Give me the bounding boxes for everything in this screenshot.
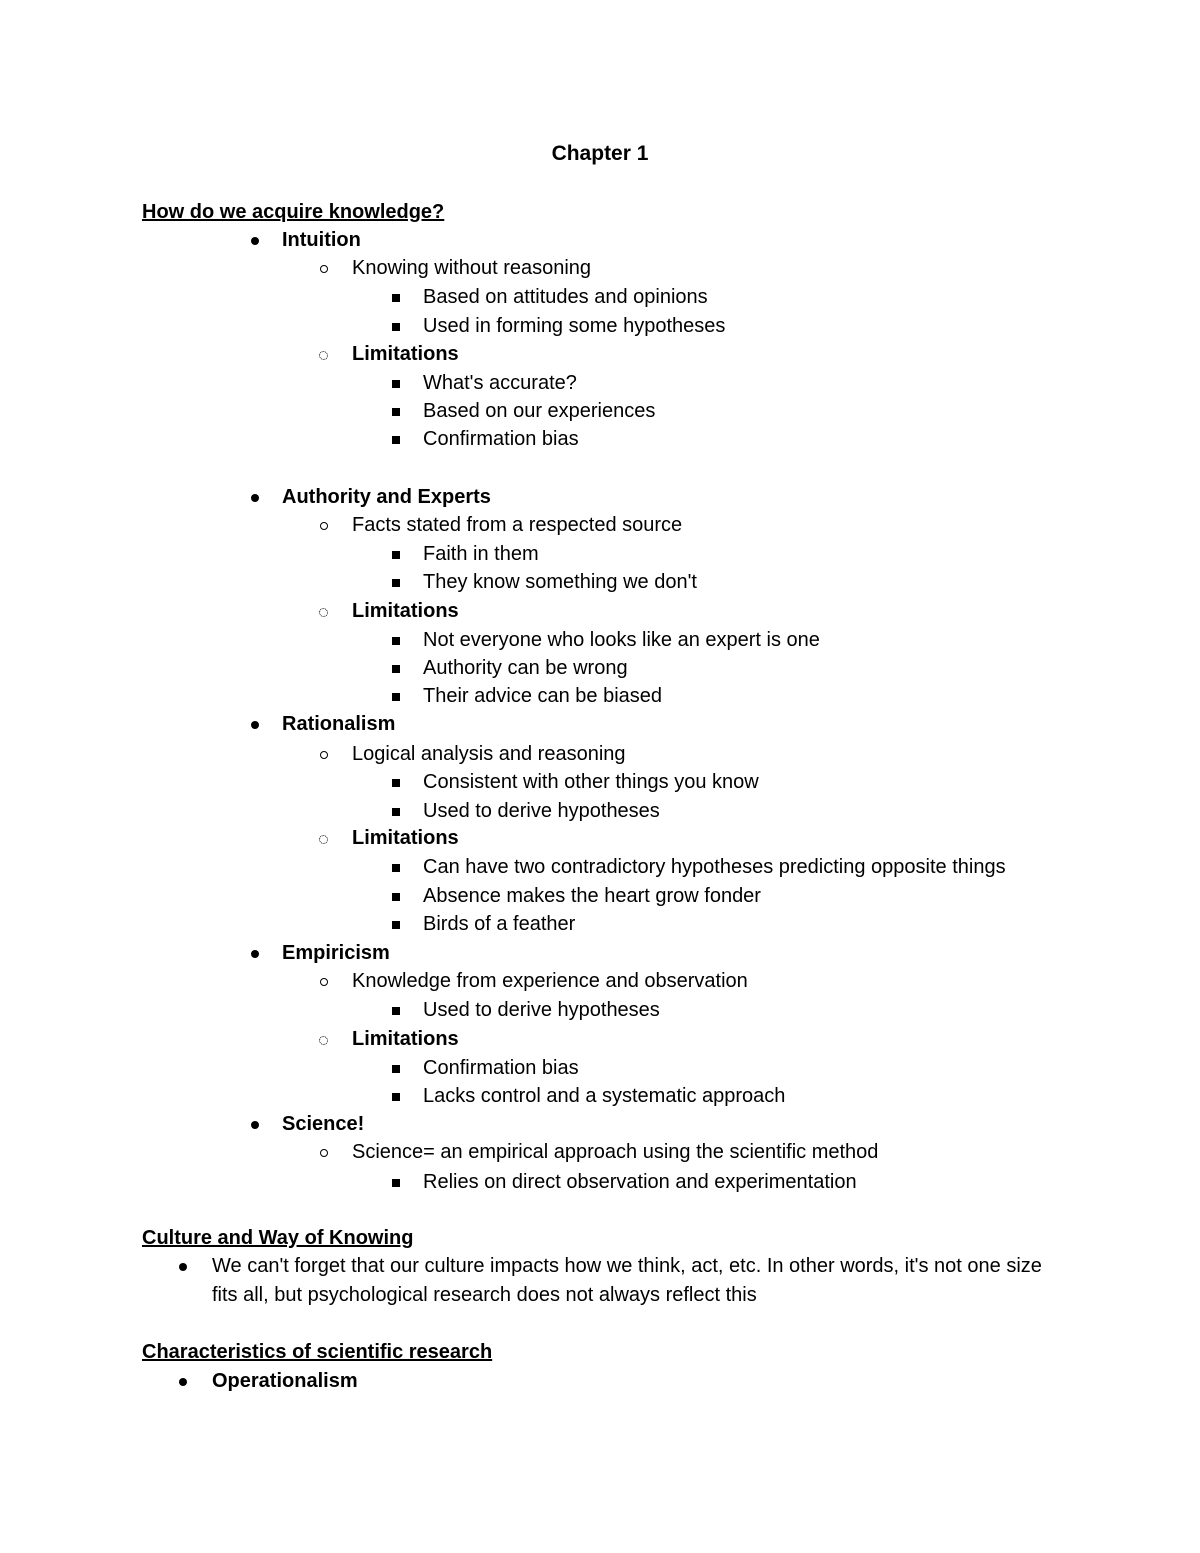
list-item: Used to derive hypotheses [423,999,660,1021]
circle-bullet-icon [320,1149,328,1157]
list-item-science: Science! [282,1113,365,1135]
page-title: Chapter 1 [551,142,649,165]
list-item-culture-text: We can't forget that our culture impacts how we think, act, etc. In other words, it's not one size fits all, but psychological research does not always reflect this [212,1255,1042,1306]
list-item-limitations: Limitations [352,1028,459,1050]
list-item: Faith in them [423,543,539,565]
square-bullet-icon [392,436,400,444]
square-bullet-icon [392,893,400,901]
square-bullet-icon [392,779,400,787]
list-item-operationalism: Operationalism [212,1370,358,1392]
list-item: Used in forming some hypotheses [423,315,726,337]
list-item: Birds of a feather [423,913,576,935]
list-item: They know something we don't [423,571,697,593]
list-item: Can have two contradictory hypotheses predicting opposite things [423,856,1006,878]
list-item: Lacks control and a systematic approach [423,1085,786,1107]
circle-bullet-icon [320,265,328,273]
list-item: Facts stated from a respected source [352,514,683,536]
list-item: Relies on direct observation and experimentation [423,1171,857,1193]
dotted-circle-bullet-icon [319,835,328,844]
square-bullet-icon [392,551,400,559]
list-item-limitations: Limitations [352,600,459,622]
square-bullet-icon [392,294,400,302]
section-heading-culture: Culture and Way of Knowing [142,1227,414,1249]
disc-bullet-icon [251,237,259,245]
list-item-authority: Authority and Experts [282,486,491,508]
square-bullet-icon [392,579,400,587]
list-item: Logical analysis and reasoning [352,743,626,765]
square-bullet-icon [392,408,400,416]
list-item-empiricism: Empiricism [282,942,390,964]
circle-bullet-icon [320,522,328,530]
disc-bullet-icon [251,1121,259,1129]
square-bullet-icon [392,1093,400,1101]
list-item: Based on our experiences [423,400,656,422]
circle-bullet-icon [320,978,328,986]
list-item-limitations: Limitations [352,343,459,365]
list-item: What's accurate? [423,372,577,394]
square-bullet-icon [392,1179,400,1187]
disc-bullet-icon [251,721,259,729]
square-bullet-icon [392,693,400,701]
list-item: Their advice can be biased [423,685,663,707]
list-item: Based on attitudes and opinions [423,286,708,308]
square-bullet-icon [392,864,400,872]
list-item: Confirmation bias [423,1057,579,1079]
square-bullet-icon [392,323,400,331]
circle-bullet-icon [320,751,328,759]
dotted-circle-bullet-icon [319,351,328,360]
square-bullet-icon [392,380,400,388]
list-item: Authority can be wrong [423,657,628,679]
list-item-rationalism: Rationalism [282,713,396,735]
square-bullet-icon [392,637,400,645]
square-bullet-icon [392,665,400,673]
list-item: Confirmation bias [423,428,579,450]
square-bullet-icon [392,1007,400,1015]
square-bullet-icon [392,921,400,929]
disc-bullet-icon [251,950,259,958]
list-item-intuition: Intuition [282,229,361,251]
list-item: Knowing without reasoning [352,257,592,279]
disc-bullet-icon [179,1378,187,1386]
list-item: Used to derive hypotheses [423,800,660,822]
list-item: Science= an empirical approach using the scientific method [352,1141,879,1163]
list-item: Absence makes the heart grow fonder [423,885,761,907]
disc-bullet-icon [179,1263,187,1271]
list-item: Knowledge from experience and observation [352,970,748,992]
list-item: Not everyone who looks like an expert is one [423,629,820,651]
list-item-limitations: Limitations [352,827,459,849]
disc-bullet-icon [251,494,259,502]
section-heading-characteristics: Characteristics of scientific research [142,1341,493,1363]
dotted-circle-bullet-icon [319,1036,328,1045]
dotted-circle-bullet-icon [319,608,328,617]
square-bullet-icon [392,808,400,816]
list-item: Consistent with other things you know [423,771,759,793]
square-bullet-icon [392,1065,400,1073]
section-heading-acquire-knowledge: How do we acquire knowledge? [142,201,445,223]
